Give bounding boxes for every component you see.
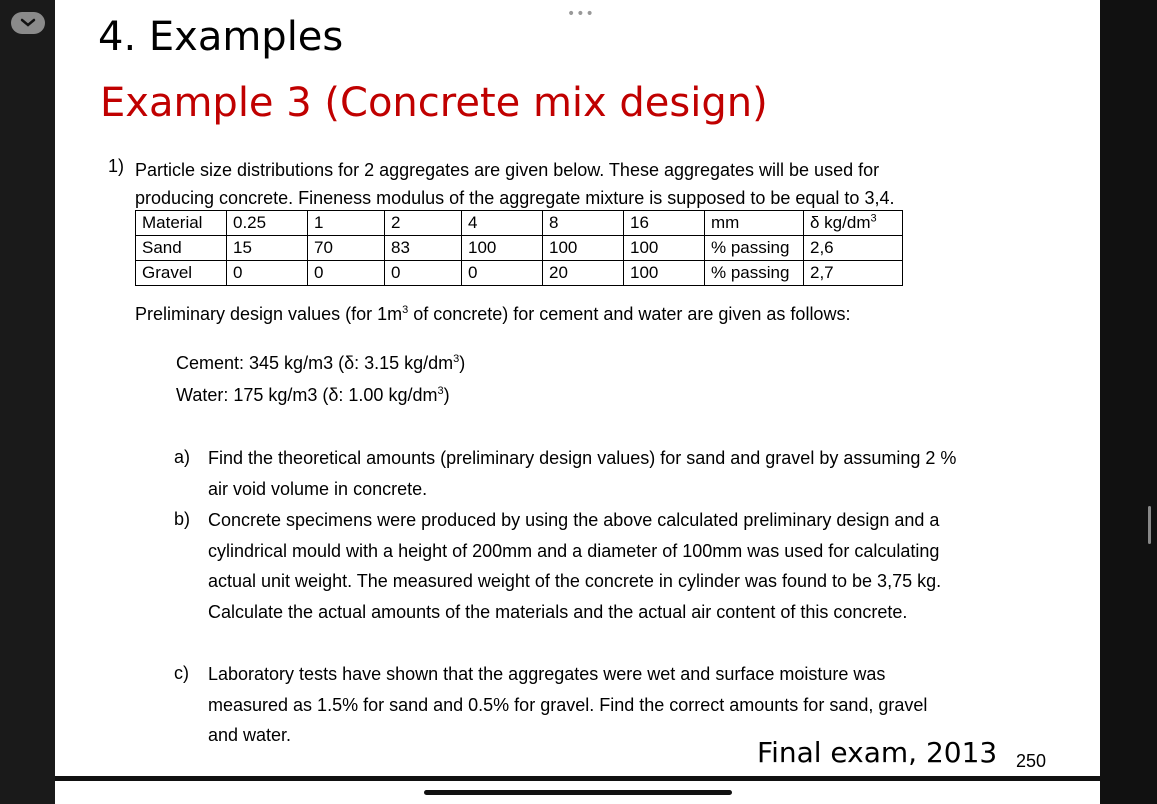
chevron-down-icon	[20, 18, 36, 28]
cement-line: Cement: 345 kg/m3 (δ: 3.15 $kg/dm^3$)	[176, 353, 466, 373]
table-cell: 1	[308, 211, 385, 236]
table-cell: 0	[308, 261, 385, 286]
table-cell: 4	[462, 211, 543, 236]
table-cell: Material	[136, 211, 227, 236]
table-header-row	[136, 211, 903, 236]
table-cell: 0.25	[227, 211, 308, 236]
table-cell: 16	[624, 211, 705, 236]
preliminary-text: Preliminary design values (for $1m^3$ of concrete) for cement and water are given as follows:	[135, 304, 851, 324]
table-cell: 2,6	[804, 236, 903, 261]
more-icon[interactable]: •••	[567, 6, 595, 22]
table-cell: 100	[462, 236, 543, 261]
table-cell: Sand	[136, 236, 227, 261]
table-cell: 15	[227, 236, 308, 261]
table-cell: 2,7	[804, 261, 903, 286]
question-number: 1)	[108, 156, 125, 176]
table-cell: 100	[624, 261, 705, 286]
table-row	[136, 236, 903, 261]
left-rail	[0, 0, 55, 804]
table-cell: 0	[462, 261, 543, 286]
water-line: Water: 175 kg/m3 (δ: 1.00 $kg/dm^3$)	[176, 385, 450, 405]
item-label: c)	[174, 663, 189, 683]
right-rail	[1100, 0, 1157, 804]
home-indicator[interactable]	[424, 790, 732, 795]
item-text: Find the theoretical amounts (preliminary design values) for sand and gravel by assuming 2 % air void volume in concrete.	[208, 448, 957, 499]
table-cell: 70	[308, 236, 385, 261]
grading-table	[135, 210, 903, 286]
table-cell: 0	[385, 261, 462, 286]
item-label: a)	[174, 447, 191, 467]
table-cell: 2	[385, 211, 462, 236]
question-text: Particle size distributions for 2 aggregates are given below. These aggregates will be used for producing concrete. Fineness modulus of the aggregate mixture is supposed to be equal to 3,4.	[135, 160, 895, 208]
item-text: Laboratory tests have shown that the aggregates were wet and surface moisture was measured as 1.5% for sand and 0.5% for gravel. Find the correct amounts for sand, gravel and water.	[208, 664, 928, 746]
table-cell: 83	[385, 236, 462, 261]
item-text: Concrete specimens were produced by using the above calculated preliminary design and a cylindrical mould with a height of 200mm and a diameter of 100mm was used for calculating actual unit weight. The measured weight of the concrete in cylinder was found to be 3,75 kg. Calculate the actual amounts of the materials and the actual air content of this concrete.	[208, 510, 942, 623]
table-cell: % passing	[705, 236, 804, 261]
page-title: 4. Examples	[98, 14, 344, 60]
item-label: b)	[174, 509, 191, 529]
table-cell: 0	[227, 261, 308, 286]
table-row	[136, 261, 903, 286]
table-cell: 8	[543, 211, 624, 236]
table-cell: 20	[543, 261, 624, 286]
scrollbar[interactable]	[1148, 506, 1151, 544]
table-cell: % passing	[705, 261, 804, 286]
page-number: 250	[1016, 751, 1047, 771]
table-cell: 100	[543, 236, 624, 261]
table-cell: 100	[624, 236, 705, 261]
table-cell: δ $kg/dm^3$	[804, 211, 903, 236]
footer-caption: Final exam, 2013	[757, 736, 998, 769]
table-cell: Gravel	[136, 261, 227, 286]
table-cell: mm	[705, 211, 804, 236]
collapse-button[interactable]	[11, 12, 45, 34]
example-title: Example 3 (Concrete mix design)	[100, 80, 768, 126]
